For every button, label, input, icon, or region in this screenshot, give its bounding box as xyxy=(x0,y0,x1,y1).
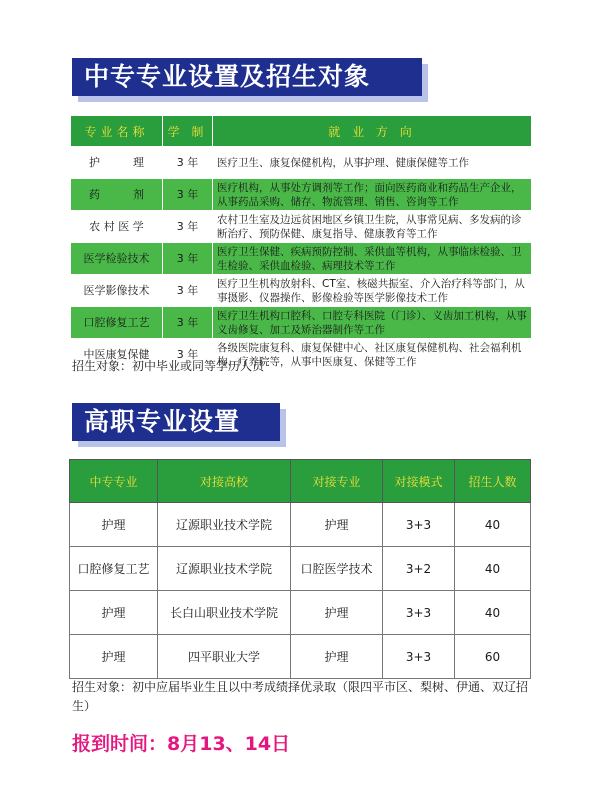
major-name: 护 理 xyxy=(71,147,163,179)
header-duration: 学 制 xyxy=(163,116,213,147)
major-name: 口腔修复工艺 xyxy=(71,307,163,339)
major-name: 农 村 医 学 xyxy=(71,211,163,243)
secondary-major: 护理 xyxy=(70,503,158,547)
partner-major: 护理 xyxy=(291,503,383,547)
major-name: 医学检验技术 xyxy=(71,243,163,275)
mode: 3+2 xyxy=(383,547,455,591)
header-partner-major: 对接专业 xyxy=(291,460,383,503)
table-row xyxy=(71,147,532,179)
table-row xyxy=(70,503,531,547)
partner-college: 辽源职业技术学院 xyxy=(158,547,291,591)
partner-major: 护理 xyxy=(291,591,383,635)
table-row xyxy=(71,211,532,243)
major-employment: 农村卫生室及边远贫困地区乡镇卫生院，从事常见病、多发病的诊断治疗、预防保健、康复指导、健康教育等工作 xyxy=(213,211,532,243)
major-employment: 医疗卫生保健、疾病预防控制、采供血等机构，从事临床检验、卫生检验、采供血检验、病理技术等工作 xyxy=(213,243,532,275)
major-duration: 3 年 xyxy=(163,307,213,339)
partner-college: 辽源职业技术学院 xyxy=(158,503,291,547)
higher-vocational-table xyxy=(69,459,531,679)
major-duration: 3 年 xyxy=(163,243,213,275)
partner-major: 护理 xyxy=(291,635,383,679)
table-row xyxy=(70,591,531,635)
enrollment: 40 xyxy=(455,591,531,635)
table-row xyxy=(71,243,532,275)
enrollment: 40 xyxy=(455,503,531,547)
major-duration: 3 年 xyxy=(163,211,213,243)
major-name: 药 剂 xyxy=(71,179,163,211)
header-employment: 就 业 方 向 xyxy=(213,116,532,147)
major-duration: 3 年 xyxy=(163,275,213,307)
table-row xyxy=(70,635,531,679)
enrollment: 40 xyxy=(455,547,531,591)
header-mode: 对接模式 xyxy=(383,460,455,503)
major-employment: 医疗卫生机构口腔科、口腔专科医院（门诊）、义齿加工机构，从事义齿修复、加工及矫治器制作等工作 xyxy=(213,307,532,339)
mode: 3+3 xyxy=(383,635,455,679)
major-duration: 3 年 xyxy=(163,179,213,211)
mode: 3+3 xyxy=(383,503,455,547)
major-duration: 3 年 xyxy=(163,147,213,179)
table-row xyxy=(71,179,532,211)
secondary-major: 护理 xyxy=(70,635,158,679)
registration-date: 报到时间：8月13、14日 xyxy=(72,733,291,755)
secondary-major: 护理 xyxy=(70,591,158,635)
secondary-majors-table xyxy=(70,115,532,371)
table-row xyxy=(71,275,532,307)
table-row xyxy=(70,547,531,591)
major-duration: 3 年 xyxy=(163,339,213,371)
header-partner-college: 对接高校 xyxy=(158,460,291,503)
major-employment: 医疗卫生机构放射科、CT室、核磁共振室、介入治疗科等部门，从事摄影、仪器操作、影像检验等医学影像技术工作 xyxy=(213,275,532,307)
section1-admission-note: 招生对象：初中毕业或同等学历人员 xyxy=(72,359,265,373)
major-employment: 医疗卫生、康复保健机构，从事护理、健康保健等工作 xyxy=(213,147,532,179)
table-row xyxy=(71,307,532,339)
partner-major: 口腔医学技术 xyxy=(291,547,383,591)
enrollment: 60 xyxy=(455,635,531,679)
mode: 3+3 xyxy=(383,591,455,635)
section2-admission-note: 招生对象：初中应届毕业生且以中考成绩择优录取（限四平市区、梨树、伊通、双辽招生） xyxy=(72,680,529,713)
partner-college: 长白山职业技术学院 xyxy=(158,591,291,635)
header-enrollment: 招生人数 xyxy=(455,460,531,503)
header-major-name: 专业名称 xyxy=(71,116,163,147)
major-employment: 医疗机构，从事处方调剂等工作；面向医药商业和药品生产企业，从事药品采购、储存、物流管理、销售、咨询等工作 xyxy=(213,179,532,211)
major-name: 医学影像技术 xyxy=(71,275,163,307)
major-name: 中医康复保健 xyxy=(71,339,163,371)
header-secondary-major: 中专专业 xyxy=(70,460,158,503)
section1-title: 中专专业设置及招生对象 xyxy=(72,58,422,96)
section2-title: 高职专业设置 xyxy=(72,403,280,441)
secondary-major: 口腔修复工艺 xyxy=(70,547,158,591)
major-employment: 各级医院康复科、康复保健中心、社区康复保健机构、社会福利机构、疗养院等，从事中医康复、保健等工作 xyxy=(213,339,532,371)
partner-college: 四平职业大学 xyxy=(158,635,291,679)
